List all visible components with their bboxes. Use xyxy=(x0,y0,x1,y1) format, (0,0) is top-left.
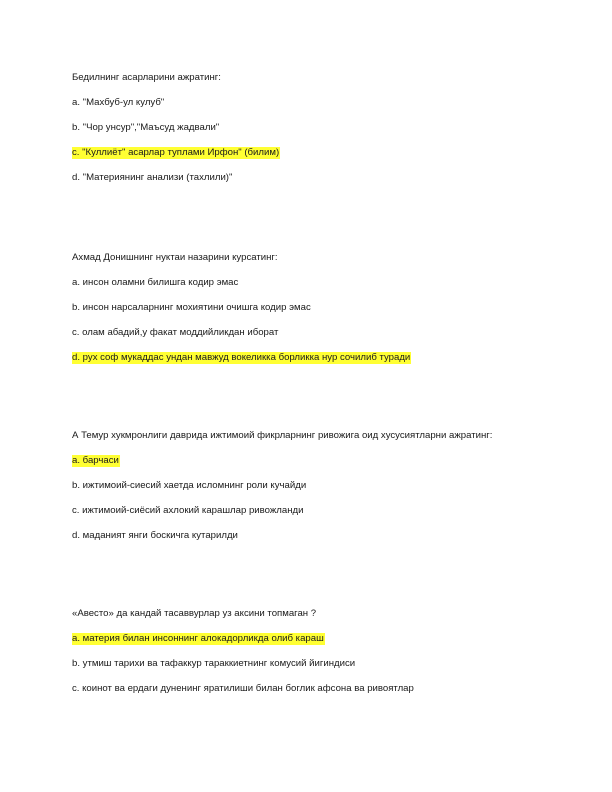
answer-option-c: c. олам абадий,у факат моддийликдан иборат xyxy=(72,327,279,338)
answer-option-c: c. коинот ва ердаги дуненинг яратилиши билан боглик афсона ва ривоятлар xyxy=(72,683,414,694)
answer-option-b: b. инсон нарсаларнинг мохиятини очишга кодир эмас xyxy=(72,302,311,313)
question-1 xyxy=(72,72,552,184)
answer-option-d: d. маданият янги боскичга кутарилди xyxy=(72,530,238,541)
question-prompt: Бедилнинг асарларини ажратинг: xyxy=(72,72,221,83)
question-2 xyxy=(72,252,552,364)
question-prompt: «Авесто» да кандай тасаввурлар уз аксини топмаган ? xyxy=(72,608,317,619)
question-4 xyxy=(72,608,552,695)
answer-option-a: a. "Махбуб-ул кулуб" xyxy=(72,97,165,108)
answer-option-a-highlighted: a. барчаси xyxy=(72,455,119,466)
answer-option-b: b. утмиш тарихи ва тафаккур тараккиетнинг комусий йигиндиси xyxy=(72,658,356,669)
answer-option-c-highlighted: c. "Куллиёт" асарлар туплами Ирфон" (билим) xyxy=(72,147,280,158)
answer-option-b: b. ижтимоий-сиесий хаетда исломнинг роли кучайди xyxy=(72,480,307,491)
question-prompt: Ахмад Донишнинг нуктаи назарини курсатинг: xyxy=(72,252,278,263)
answer-option-b: b. "Чор унсур","Маъсуд жадвали" xyxy=(72,122,220,133)
question-prompt: А Темур хукмронлиги даврида ижтимоий фикрларнинг ривожига оид хусусиятларни ажратинг: xyxy=(72,430,493,441)
answer-option-a-highlighted: a. материя билан инсоннинг алокадорликда олиб караш xyxy=(72,633,324,644)
answer-option-d: d. "Материянинг анализи (тахлили)" xyxy=(72,172,233,183)
answer-option-c: c. ижтимоий-сиёсий ахлокий карашлар ривожланди xyxy=(72,505,304,516)
question-3 xyxy=(72,430,552,542)
answer-option-d-highlighted: d. рух соф мукаддас ундан мавжуд вокеликка борликка нур сочилиб туради xyxy=(72,352,411,363)
answer-option-a: a. инсон оламни билишга кодир эмас xyxy=(72,277,239,288)
